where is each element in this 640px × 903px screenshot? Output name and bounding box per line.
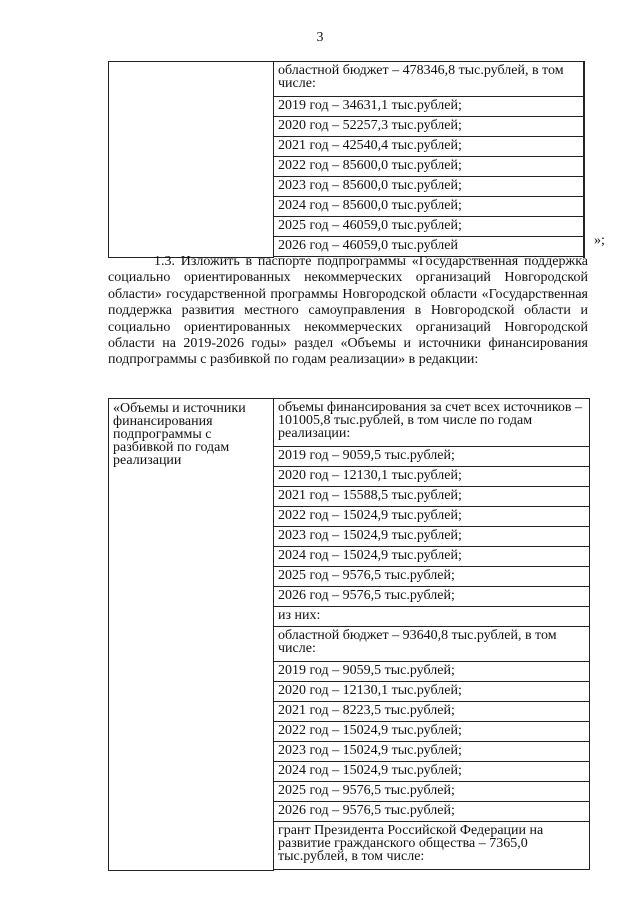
grant-line: грант Президента Российской Федерации на развитие гражданского общества – 7365,0 тыс.рублей, в том числе:: [274, 822, 589, 870]
year-line: 2026 год – 46059,0 тыс.рублей: [274, 237, 583, 257]
year-line: 2021 год – 8223,5 тыс.рублей;: [274, 702, 589, 722]
year-line: 2021 год – 42540,4 тыс.рублей;: [274, 137, 583, 157]
regional-budget-line: областной бюджет – 478346,8 тыс.рублей, в том числе:: [274, 62, 583, 97]
year-line: 2024 год – 85600,0 тыс.рублей;: [274, 197, 583, 217]
year-line: 2019 год – 9059,5 тыс.рублей;: [274, 662, 589, 682]
closing-quote: »;: [594, 233, 605, 248]
year-line: 2022 год – 15024,9 тыс.рублей;: [274, 722, 589, 742]
year-line: 2024 год – 15024,9 тыс.рублей;: [274, 547, 589, 567]
year-line: 2023 год – 85600,0 тыс.рублей;: [274, 177, 583, 197]
table-row: [109, 399, 590, 871]
year-line: 2019 год – 9059,5 тыс.рублей;: [274, 447, 589, 467]
year-line: 2024 год – 15024,9 тыс.рублей;: [274, 762, 589, 782]
table-row: [109, 62, 585, 258]
year-line: 2026 год – 9576,5 тыс.рублей;: [274, 802, 589, 822]
year-line: 2020 год – 12130,1 тыс.рублей;: [274, 467, 589, 487]
year-line: 2023 год – 15024,9 тыс.рублей;: [274, 527, 589, 547]
table-cell-narrow: [584, 62, 585, 258]
funding-table-new: [108, 398, 590, 871]
regional-budget-line: областной бюджет – 93640,8 тыс.рублей, в том числе:: [274, 627, 589, 662]
of-them-line: из них:: [274, 607, 589, 627]
amendment-paragraph: 1.3. Изложить в паспорте подпрограммы «Государственная поддержка социально ориентированных некоммерческих организаций Новгородской области» государственной программы Новгородской области «Государственная поддержка развития местного самоуправления в Новгородской области и социально ориентированных некоммерческих организаций Новгородской области на 2019-2026 годы» раздел «Объемы и источники финансирования подпрограммы с разбивкой по годам реализации» в редакции:: [108, 254, 588, 368]
year-line: 2025 год – 9576,5 тыс.рублей;: [274, 567, 589, 587]
year-line: 2022 год – 15024,9 тыс.рублей;: [274, 507, 589, 527]
total-funding-line: объемы финансирования за счет всех источников – 101005,8 тыс.рублей, в том числе по годам реализации:: [274, 399, 589, 447]
table-cell-lines: [274, 399, 590, 871]
year-line: 2026 год – 9576,5 тыс.рублей;: [274, 587, 589, 607]
page-number: 3: [316, 30, 324, 45]
funding-table-continued: [108, 61, 585, 258]
year-line: 2020 год – 52257,3 тыс.рублей;: [274, 117, 583, 137]
table-cell-empty: [109, 62, 274, 258]
year-line: 2021 год – 15588,5 тыс.рублей;: [274, 487, 589, 507]
year-line: 2025 год – 9576,5 тыс.рублей;: [274, 782, 589, 802]
year-line: 2023 год – 15024,9 тыс.рублей;: [274, 742, 589, 762]
funding-sources-label: «Объемы и источники финансирования подпрограммы с разбивкой по годам реализации: [109, 399, 274, 871]
year-line: 2025 год – 46059,0 тыс.рублей;: [274, 217, 583, 237]
year-line: 2020 год – 12130,1 тыс.рублей;: [274, 682, 589, 702]
year-line: 2019 год – 34631,1 тыс.рублей;: [274, 97, 583, 117]
table-cell-lines: [274, 62, 584, 258]
year-line: 2022 год – 85600,0 тыс.рублей;: [274, 157, 583, 177]
